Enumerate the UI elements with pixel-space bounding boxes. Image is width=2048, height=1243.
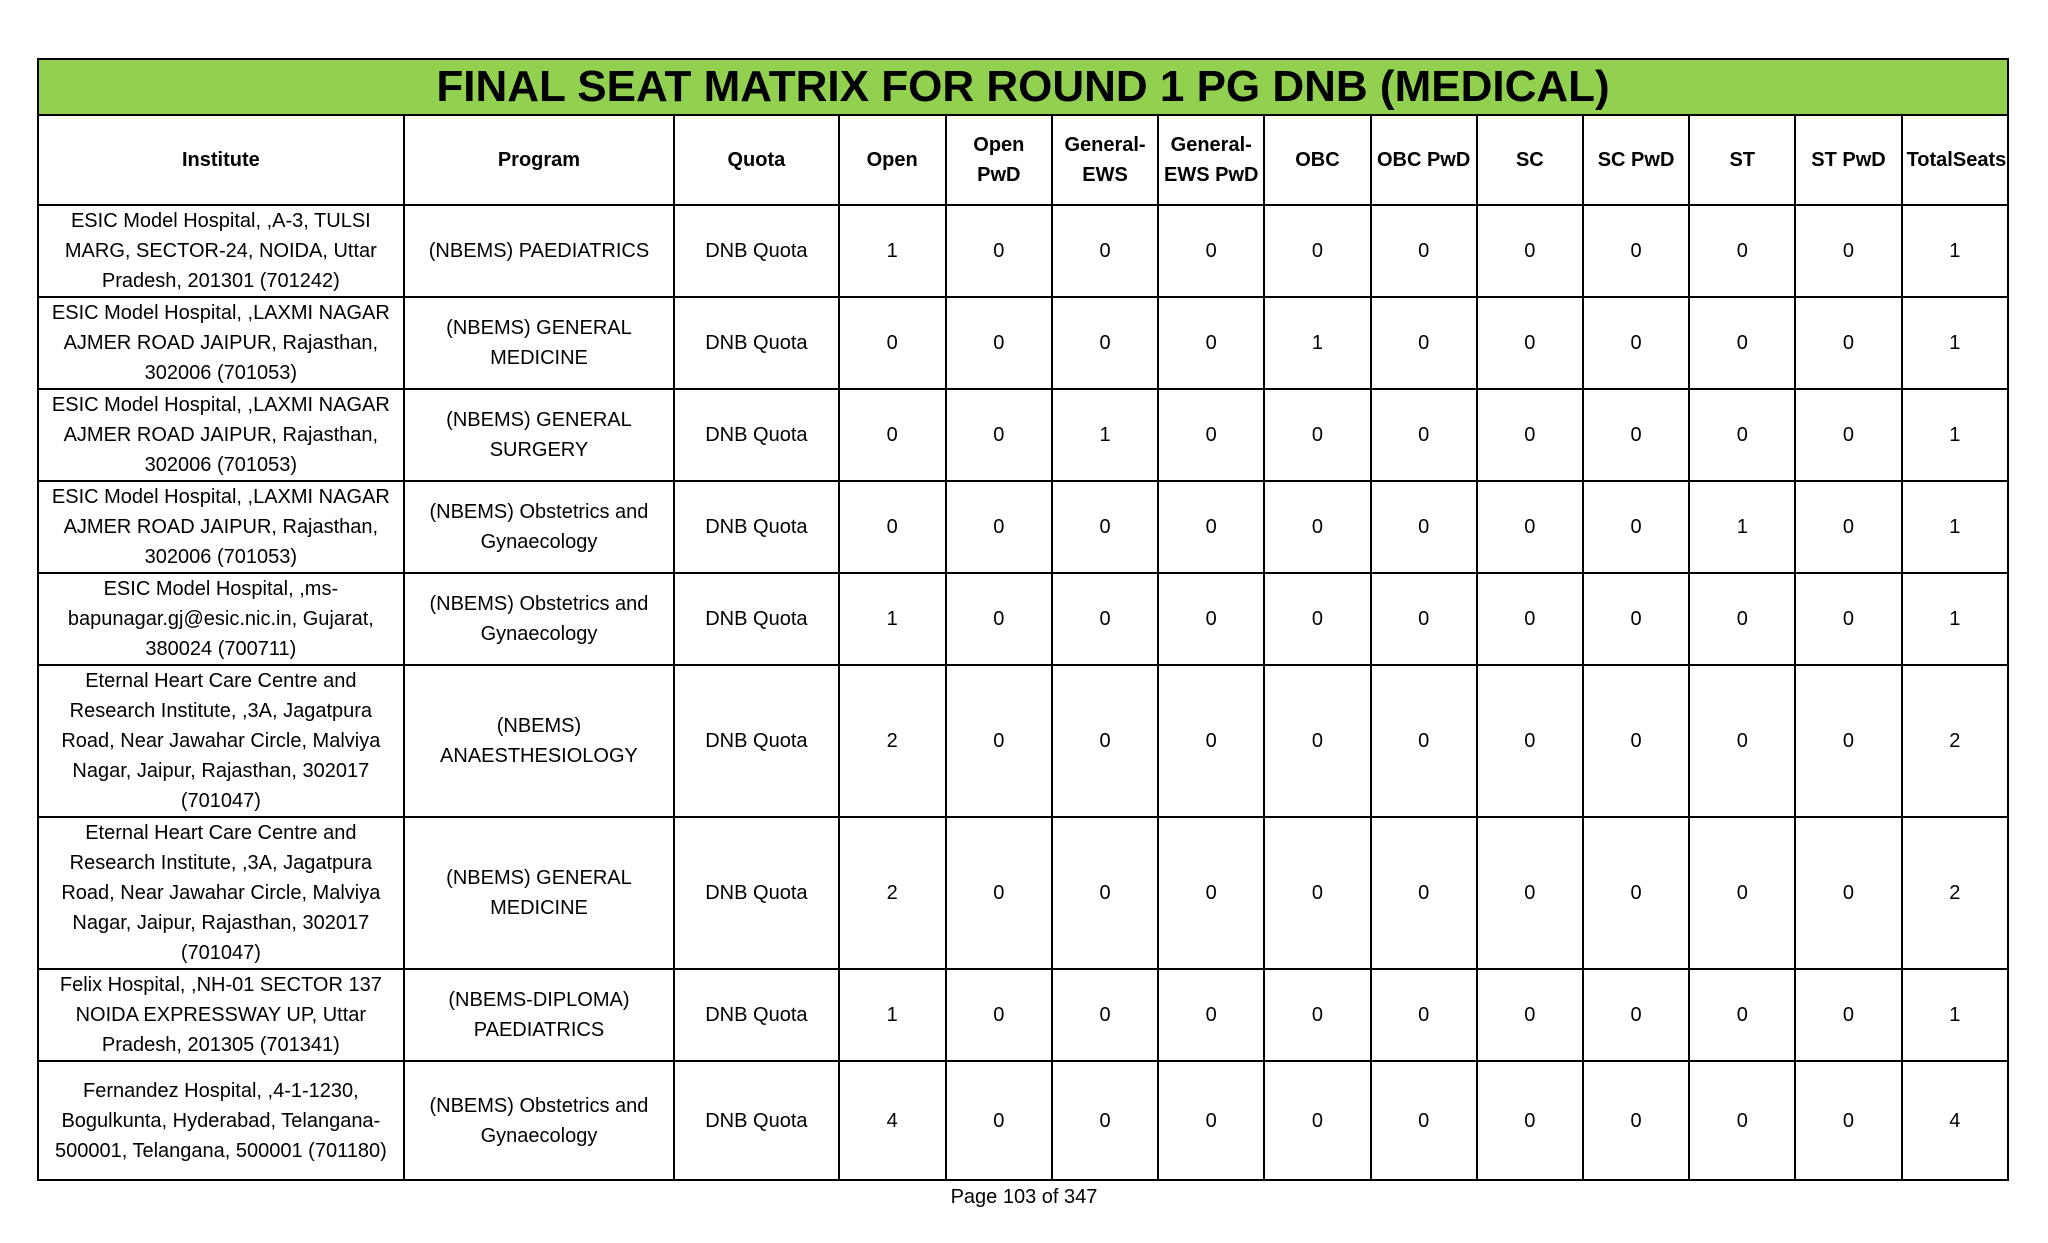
seat-matrix-sheet [37,58,2009,1181]
cell-st-pwd: 0 [1795,481,1901,573]
cell-total-seats: 4 [1902,1061,2008,1180]
cell-obc: 0 [1264,481,1370,573]
table-row [38,389,2008,481]
cell-sc-pwd: 0 [1583,665,1689,817]
cell-total-seats: 1 [1902,205,2008,297]
cell-sc: 0 [1477,969,1583,1061]
cell-st: 0 [1689,969,1795,1061]
cell-obc-pwd: 0 [1371,817,1477,969]
seat-matrix-table [37,58,2009,1181]
cell-quota: DNB Quota [674,1061,838,1180]
cell-institute: Felix Hospital, ,NH-01 SECTOR 137 NOIDA EXPRESSWAY UP, Uttar Pradesh, 201305 (701341) [38,969,404,1061]
cell-st: 0 [1689,817,1795,969]
cell-st: 0 [1689,205,1795,297]
cell-open-pwd: 0 [946,665,1052,817]
cell-general-ews-pwd: 0 [1158,665,1264,817]
page-title: FINAL SEAT MATRIX FOR ROUND 1 PG DNB (MEDICAL) [38,59,2008,115]
cell-quota: DNB Quota [674,481,838,573]
cell-general-ews: 0 [1052,297,1158,389]
cell-obc: 0 [1264,389,1370,481]
cell-st: 0 [1689,389,1795,481]
cell-obc: 0 [1264,665,1370,817]
cell-quota: DNB Quota [674,969,838,1061]
cell-open: 1 [839,573,946,665]
cell-general-ews: 0 [1052,573,1158,665]
cell-sc: 0 [1477,665,1583,817]
cell-institute: ESIC Model Hospital, ,A-3, TULSI MARG, SECTOR-24, NOIDA, Uttar Pradesh, 201301 (701242) [38,205,404,297]
cell-open: 1 [839,969,946,1061]
cell-general-ews-pwd: 0 [1158,817,1264,969]
cell-st-pwd: 0 [1795,389,1901,481]
cell-obc-pwd: 0 [1371,969,1477,1061]
cell-obc: 0 [1264,205,1370,297]
cell-st-pwd: 0 [1795,573,1901,665]
cell-quota: DNB Quota [674,573,838,665]
cell-program: (NBEMS) Obstetrics and Gynaecology [404,1061,675,1180]
cell-st-pwd: 0 [1795,969,1901,1061]
cell-sc-pwd: 0 [1583,481,1689,573]
cell-st-pwd: 0 [1795,205,1901,297]
cell-quota: DNB Quota [674,205,838,297]
cell-st-pwd: 0 [1795,1061,1901,1180]
cell-quota: DNB Quota [674,389,838,481]
cell-obc: 0 [1264,817,1370,969]
column-header: Institute [38,115,404,205]
cell-obc-pwd: 0 [1371,389,1477,481]
column-header: ST PwD [1795,115,1901,205]
cell-sc-pwd: 0 [1583,573,1689,665]
cell-st: 0 [1689,665,1795,817]
cell-sc-pwd: 0 [1583,205,1689,297]
cell-sc-pwd: 0 [1583,297,1689,389]
cell-general-ews-pwd: 0 [1158,389,1264,481]
column-header: Quota [674,115,838,205]
cell-sc: 0 [1477,389,1583,481]
cell-quota: DNB Quota [674,297,838,389]
cell-total-seats: 1 [1902,297,2008,389]
cell-program: (NBEMS-DIPLOMA) PAEDIATRICS [404,969,675,1061]
cell-obc: 0 [1264,1061,1370,1180]
cell-general-ews: 0 [1052,205,1158,297]
cell-obc-pwd: 0 [1371,573,1477,665]
cell-institute: Eternal Heart Care Centre and Research Institute, ,3A, Jagatpura Road, Near Jawahar Circle, Malviya Nagar, Jaipur, Rajasthan, 302017 (701047) [38,817,404,969]
cell-program: (NBEMS) GENERAL MEDICINE [404,297,675,389]
cell-st: 0 [1689,1061,1795,1180]
cell-general-ews: 0 [1052,969,1158,1061]
column-header: OBC [1264,115,1370,205]
page-number: Page 103 of 347 [950,1186,1098,1208]
table-row [38,665,2008,817]
cell-general-ews-pwd: 0 [1158,481,1264,573]
table-header-row [38,115,2008,205]
cell-program: (NBEMS) GENERAL SURGERY [404,389,675,481]
cell-open: 0 [839,481,946,573]
cell-sc: 0 [1477,573,1583,665]
cell-sc: 0 [1477,481,1583,573]
cell-general-ews: 0 [1052,1061,1158,1180]
table-row [38,297,2008,389]
cell-open: 0 [839,297,946,389]
cell-sc-pwd: 0 [1583,817,1689,969]
cell-general-ews: 1 [1052,389,1158,481]
cell-st: 1 [1689,481,1795,573]
cell-sc: 0 [1477,1061,1583,1180]
cell-sc: 0 [1477,205,1583,297]
cell-st-pwd: 0 [1795,817,1901,969]
cell-open: 4 [839,1061,946,1180]
table-row [38,573,2008,665]
column-header: OBC PwD [1371,115,1477,205]
cell-open-pwd: 0 [946,1061,1052,1180]
column-header: General-EWS PwD [1158,115,1264,205]
cell-total-seats: 1 [1902,389,2008,481]
cell-open: 2 [839,665,946,817]
cell-open-pwd: 0 [946,969,1052,1061]
cell-institute: ESIC Model Hospital, ,ms-bapunagar.gj@esic.nic.in, Gujarat, 380024 (700711) [38,573,404,665]
table-row [38,969,2008,1061]
cell-general-ews-pwd: 0 [1158,1061,1264,1180]
cell-st-pwd: 0 [1795,665,1901,817]
table-row [38,481,2008,573]
cell-institute: ESIC Model Hospital, ,LAXMI NAGAR AJMER ROAD JAIPUR, Rajasthan, 302006 (701053) [38,297,404,389]
cell-quota: DNB Quota [674,665,838,817]
cell-program: (NBEMS) PAEDIATRICS [404,205,675,297]
cell-obc: 0 [1264,969,1370,1061]
cell-open-pwd: 0 [946,297,1052,389]
cell-general-ews-pwd: 0 [1158,205,1264,297]
table-row [38,817,2008,969]
cell-general-ews: 0 [1052,817,1158,969]
cell-total-seats: 2 [1902,665,2008,817]
cell-quota: DNB Quota [674,817,838,969]
column-header: Open PwD [946,115,1052,205]
cell-obc-pwd: 0 [1371,297,1477,389]
cell-sc: 0 [1477,817,1583,969]
cell-open-pwd: 0 [946,481,1052,573]
column-header: Open [839,115,946,205]
cell-total-seats: 1 [1902,573,2008,665]
cell-st: 0 [1689,573,1795,665]
cell-sc: 0 [1477,297,1583,389]
cell-total-seats: 1 [1902,481,2008,573]
cell-program: (NBEMS) Obstetrics and Gynaecology [404,481,675,573]
column-header: General-EWS [1052,115,1158,205]
cell-program: (NBEMS) GENERAL MEDICINE [404,817,675,969]
cell-open: 2 [839,817,946,969]
cell-obc-pwd: 0 [1371,205,1477,297]
cell-st: 0 [1689,297,1795,389]
column-header: ST [1689,115,1795,205]
table-row [38,1061,2008,1180]
cell-general-ews: 0 [1052,481,1158,573]
cell-total-seats: 1 [1902,969,2008,1061]
cell-institute: ESIC Model Hospital, ,LAXMI NAGAR AJMER ROAD JAIPUR, Rajasthan, 302006 (701053) [38,481,404,573]
cell-institute: Eternal Heart Care Centre and Research Institute, ,3A, Jagatpura Road, Near Jawahar Circle, Malviya Nagar, Jaipur, Rajasthan, 302017 (701047) [38,665,404,817]
table-row [38,205,2008,297]
cell-open: 1 [839,205,946,297]
cell-obc: 1 [1264,297,1370,389]
column-header: Program [404,115,675,205]
cell-obc-pwd: 0 [1371,1061,1477,1180]
cell-open-pwd: 0 [946,389,1052,481]
cell-program: (NBEMS) ANAESTHESIOLOGY [404,665,675,817]
cell-general-ews-pwd: 0 [1158,969,1264,1061]
column-header: TotalSeats [1902,115,2008,205]
cell-st-pwd: 0 [1795,297,1901,389]
cell-obc: 0 [1264,573,1370,665]
cell-total-seats: 2 [1902,817,2008,969]
cell-general-ews-pwd: 0 [1158,297,1264,389]
cell-program: (NBEMS) Obstetrics and Gynaecology [404,573,675,665]
cell-general-ews: 0 [1052,665,1158,817]
column-header: SC [1477,115,1583,205]
cell-sc-pwd: 0 [1583,1061,1689,1180]
cell-open-pwd: 0 [946,205,1052,297]
cell-sc-pwd: 0 [1583,969,1689,1061]
cell-general-ews-pwd: 0 [1158,573,1264,665]
cell-open-pwd: 0 [946,573,1052,665]
cell-open: 0 [839,389,946,481]
cell-obc-pwd: 0 [1371,665,1477,817]
cell-obc-pwd: 0 [1371,481,1477,573]
cell-open-pwd: 0 [946,817,1052,969]
cell-institute: Fernandez Hospital, ,4-1-1230, Bogulkunta, Hyderabad, Telangana-500001, Telangana, 500001 (701180) [38,1061,404,1180]
cell-institute: ESIC Model Hospital, ,LAXMI NAGAR AJMER ROAD JAIPUR, Rajasthan, 302006 (701053) [38,389,404,481]
cell-sc-pwd: 0 [1583,389,1689,481]
column-header: SC PwD [1583,115,1689,205]
